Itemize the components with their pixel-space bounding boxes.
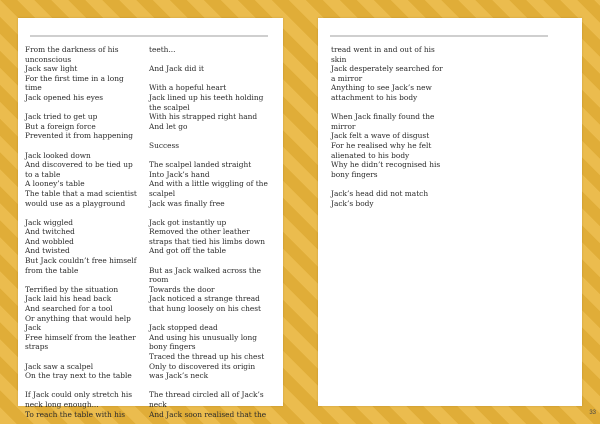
header-rule — [30, 35, 268, 37]
poem-line: from the table — [25, 265, 79, 275]
poem-line: Jack stopped dead — [149, 323, 218, 333]
poem-line: scalpel — [149, 188, 176, 198]
page-number: 33 — [589, 410, 596, 416]
poem-line: Jack looked down — [25, 150, 91, 160]
poem-line: And with a little wiggling of the — [149, 179, 268, 189]
poem-line: The table that a mad scientist — [25, 188, 137, 198]
poem-line: Jack wiggled — [25, 217, 73, 227]
poem-line: Jack tried to get up — [25, 112, 98, 122]
poem-line: If Jack could only stretch his — [25, 390, 133, 400]
poem-line: Jack saw a scalpel — [25, 361, 94, 371]
poem-line: Why he didn’t recognised his — [331, 160, 441, 170]
poem-line: On the tray next to the table — [25, 371, 132, 381]
stanza-break — [25, 141, 143, 151]
poem-line: time — [25, 83, 42, 93]
poem-line: Prevented it from happening — [25, 131, 133, 141]
poem-line: The thread circled all of Jack’s — [149, 390, 264, 400]
poem-line: bony fingers — [331, 169, 378, 179]
poem-line: would use as a playground — [25, 198, 126, 208]
stanza-break — [149, 208, 274, 218]
poem-line: Jack — [25, 323, 41, 333]
poem-line: And got off the table — [149, 246, 227, 256]
stanza-break — [149, 314, 274, 324]
poem-line: From the darkness of his — [25, 45, 119, 54]
poem-line: a mirror — [331, 73, 363, 83]
poem-line: straps that tied his limbs down — [149, 236, 265, 246]
poem-line: unconscious — [25, 54, 72, 64]
poem-line: Jack’s head did not match — [331, 188, 429, 198]
poem-line: And searched for a tool — [25, 304, 113, 314]
poem-line: And Jack did it — [149, 64, 205, 74]
poem-line: Jack lined up his teeth holding — [149, 92, 264, 102]
poem-line: Anything to see Jack’s new — [331, 83, 432, 93]
poem-line: Jack laid his head back — [25, 294, 112, 304]
poem-column — [331, 45, 571, 208]
poem-line: When Jack finally found the — [331, 112, 435, 122]
poem-line: With his strapped right hand — [149, 112, 258, 122]
poem-line: that hung loosely on his chest — [149, 304, 261, 314]
poem-line: alienated to his body — [331, 150, 410, 160]
poem-line: For he realised why he felt — [331, 140, 432, 150]
poem-line: mirror — [331, 121, 356, 131]
poem-line: Jack saw light — [25, 64, 78, 74]
poem-line: straps — [25, 342, 49, 352]
poem-line: The scalpel landed straight — [149, 160, 252, 170]
stanza-break — [149, 151, 274, 161]
stanza-break — [25, 208, 143, 218]
poem-line: Jack desperately searched for — [331, 64, 443, 74]
poem-line: Jack noticed a strange thread — [149, 294, 260, 304]
poem-line: teeth... — [149, 45, 176, 54]
poem-line: attachment to his body — [331, 92, 418, 102]
poem-line: Free himself from the leather — [25, 332, 136, 342]
stanza-break — [149, 381, 274, 391]
poem-line: And Jack soon realised that the — [149, 409, 267, 419]
poem-line: tread went in and out of his — [331, 45, 435, 54]
poem-line: And twitched — [25, 227, 75, 237]
poem-line: Towards the door — [149, 284, 215, 294]
poem-line: Into Jack’s hand — [149, 169, 210, 179]
poem-line: Terrified by the situation — [25, 284, 119, 294]
poem-line: With a hopeful heart — [149, 83, 227, 93]
poem-line: But a foreign force — [25, 121, 96, 131]
stanza-break — [149, 131, 274, 141]
poem-line: room — [149, 275, 169, 285]
poem-column-right — [149, 45, 274, 419]
poem-line: And let go — [149, 121, 188, 131]
stanza-break — [331, 103, 571, 113]
stanza-break — [25, 275, 143, 285]
poem-line: the scalpel — [149, 102, 190, 112]
poem-line: neck — [149, 399, 167, 409]
poem-line: to a table — [25, 169, 61, 179]
poem-line: Or anything that would help — [25, 313, 131, 323]
poem-line: Traced the thread up his chest — [149, 352, 265, 361]
poem-column-left — [25, 45, 143, 419]
stanza-break — [149, 256, 274, 266]
poem-line: bony fingers — [149, 342, 196, 352]
poem-line: And twisted — [25, 246, 70, 256]
poem-line: For the first time in a long — [25, 73, 124, 83]
poem-line: Jack got instantly up — [149, 217, 227, 227]
poem-line: Only to discovered its origin — [149, 361, 256, 371]
poem-line: To reach the table with his — [25, 409, 126, 419]
left-page — [18, 18, 283, 419]
stanza-break — [331, 179, 571, 189]
stanza-break — [149, 55, 274, 65]
stanza-break — [149, 74, 274, 84]
header-rule — [330, 35, 548, 37]
poem-line: Jack was finally free — [149, 198, 225, 208]
poem-line: And wobbled — [25, 236, 74, 246]
stanza-break — [25, 352, 143, 362]
poem-line: And using his unusually long — [149, 332, 257, 342]
poem-line: was Jack’s neck — [149, 371, 209, 381]
poem-line: Success — [149, 140, 180, 150]
stanza-break — [25, 103, 143, 113]
poem-line: Jack’s body — [331, 198, 374, 208]
poem-line: Jack opened his eyes — [25, 92, 104, 102]
poem-line: Jack felt a wave of disgust — [331, 131, 430, 141]
poem-line: And discovered to be tied up — [25, 160, 133, 170]
poem-line: skin — [331, 54, 347, 64]
stanza-break — [25, 381, 143, 391]
poem-line: A looney’s table — [25, 179, 85, 189]
poem-line: But Jack couldn’t free himself — [25, 256, 137, 266]
poem-line: neck long enough... — [25, 399, 99, 409]
poem-line: But as Jack walked across the — [149, 265, 261, 275]
right-page — [318, 18, 582, 406]
poem-line: Removed the other leather — [149, 227, 250, 237]
